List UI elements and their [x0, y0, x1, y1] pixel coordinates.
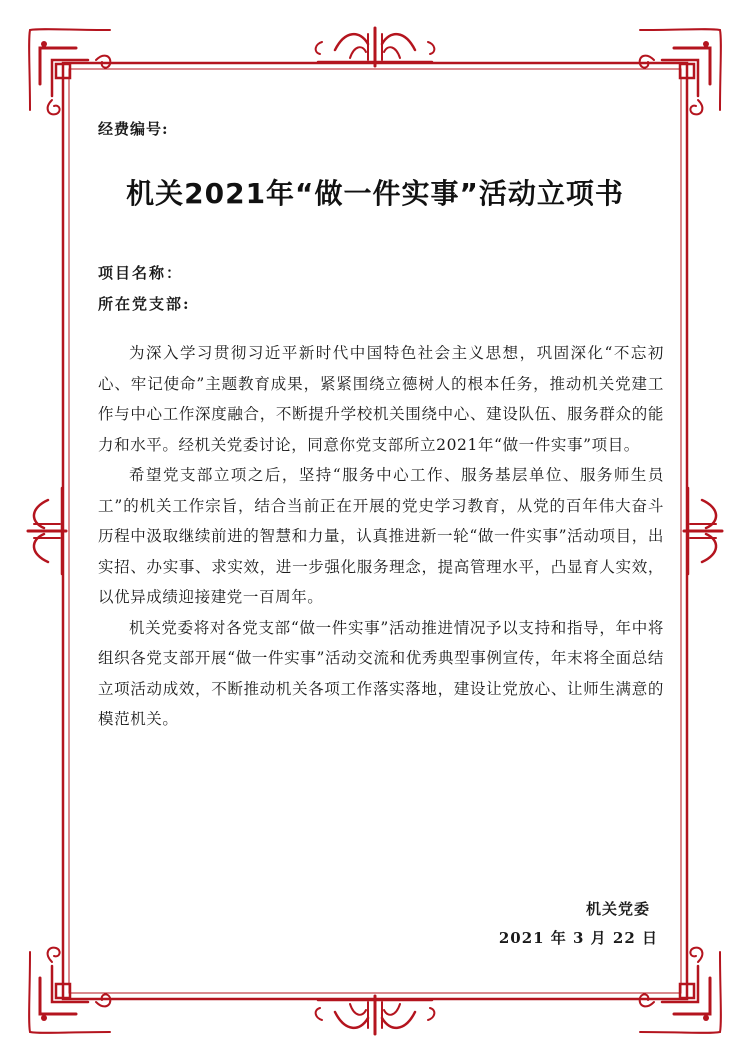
page-title: 机关2021年“做一件实事”活动立项书: [126, 177, 624, 210]
paragraph-3: 机关党委将对各党支部“做一件实事”活动推进情况予以支持和指导，年中将组织各党支部开展“做一件实事”活动交流和优秀典型事例宣传，年末将全面总结立项活动成效，不断推动机关各项工作落实落地，建设让党放心、让师生满意的模范机关。: [98, 618, 664, 728]
project-name-label: 项目名称：: [98, 264, 184, 282]
party-branch-label: 所在党支部:: [98, 295, 191, 313]
signature-org: 机关党委: [585, 900, 650, 918]
document-body: [98, 338, 664, 735]
fund-number-label: 经费编号:: [98, 120, 169, 138]
paragraph-1: 为深入学习贯彻习近平新时代中国特色社会主义思想，巩固深化“不忘初心、牢记使命”主题教育成果，紧紧围绕立德树人的根本任务，推动机关党建工作与中心工作深度融合，不断提升学校机关围绕中心、建设队伍、服务群众的能力和水平。经机关党委讨论，同意你党支部所立2021年“做一件实事”项目。: [98, 344, 664, 454]
paragraph-2: 希望党支部立项之后，坚持“服务中心工作、服务基层单位、服务师生员工”的机关工作宗旨，结合当前正在开展的党史学习教育，从党的百年伟大奋斗历程中汲取继续前进的智慧和力量，认真推进新一轮“做一件实事”活动项目，出实招、办实事、求实效，进一步强化服务理念，提高管理水平，凸显育人实效，以优异成绩迎接建党一百周年。: [98, 466, 664, 606]
signature-date: 2021 年 3 月 22 日: [498, 929, 658, 947]
